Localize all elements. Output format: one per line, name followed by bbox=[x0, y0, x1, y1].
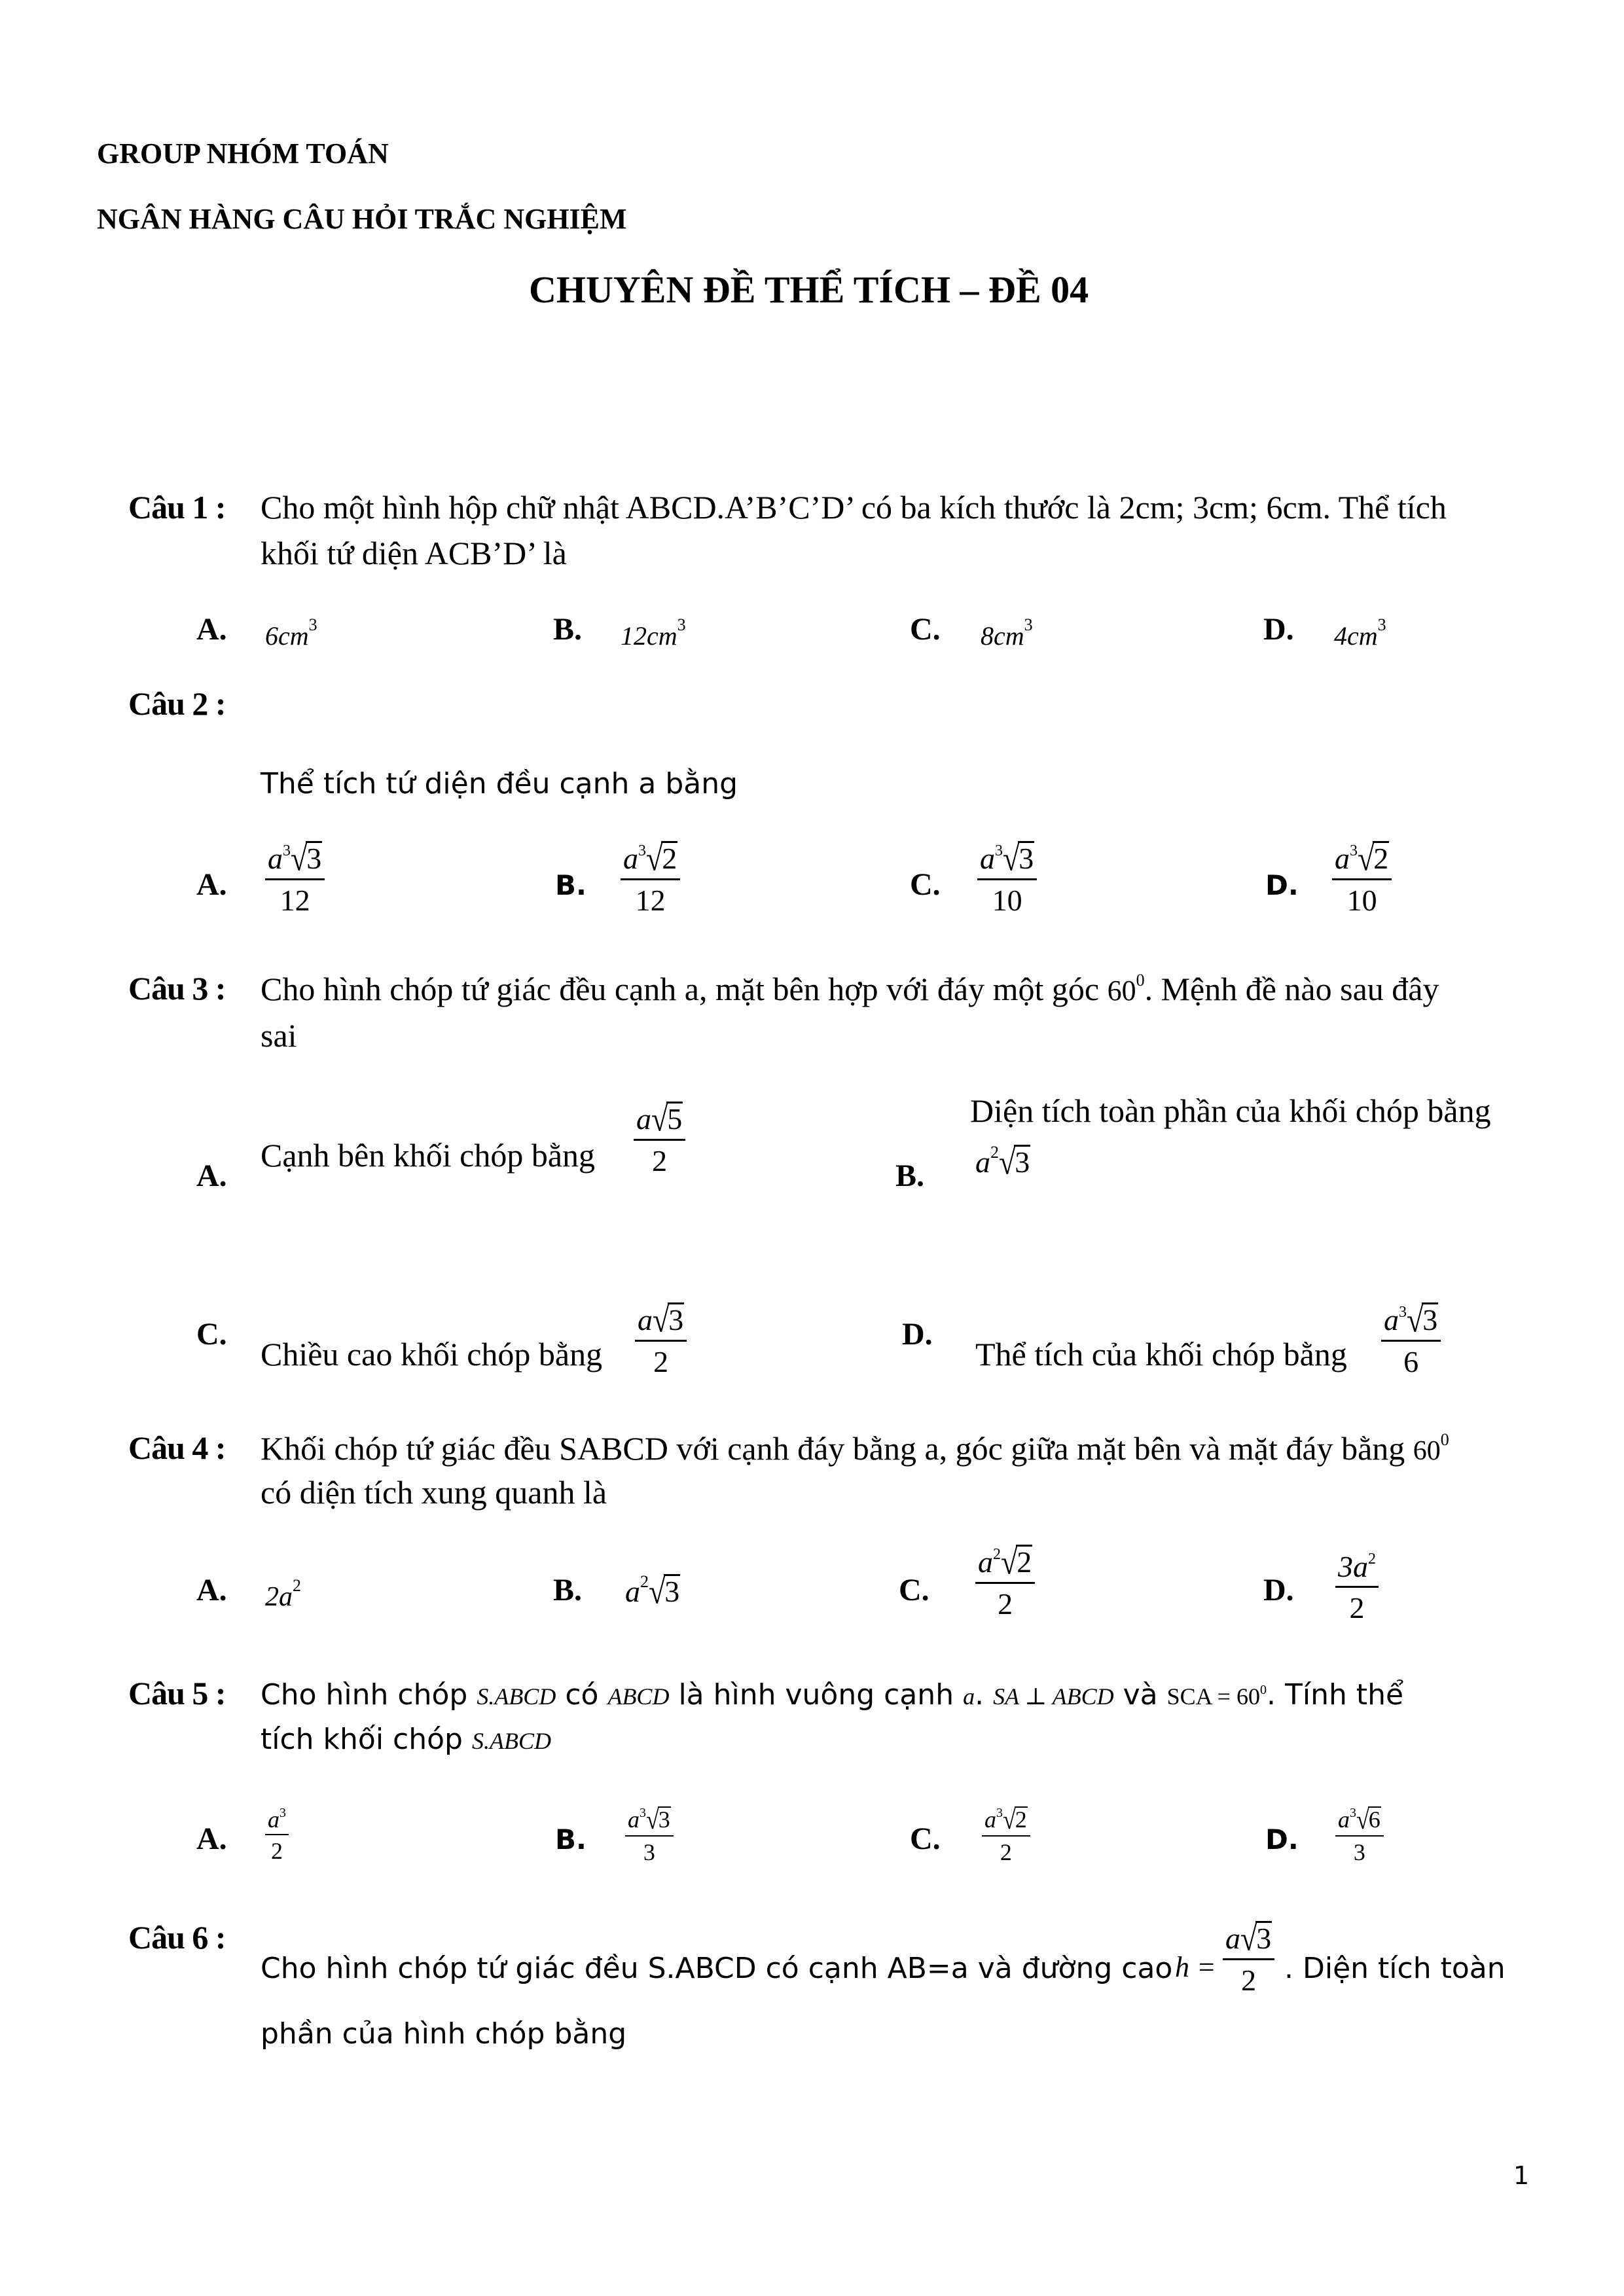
option-value: $2a^2$ bbox=[265, 1576, 301, 1612]
question-label: Câu 3 : bbox=[128, 970, 226, 1007]
option-key: C. bbox=[910, 612, 941, 647]
question-text-line: sai bbox=[261, 1017, 297, 1054]
option-key: C. bbox=[899, 1573, 929, 1607]
sqrt-icon: √2 bbox=[646, 839, 677, 878]
fraction-bar bbox=[1381, 1340, 1441, 1342]
fraction-bar bbox=[982, 1835, 1030, 1837]
option-base: 4cm bbox=[1334, 621, 1378, 651]
option-value: $a^2√3$ bbox=[975, 1143, 1030, 1181]
fraction-numerator: a√3 bbox=[1225, 1919, 1272, 1958]
option-key: B. bbox=[555, 1823, 586, 1856]
fraction-numerator: $a^3√2$ bbox=[984, 1804, 1027, 1835]
option-fraction bbox=[975, 1545, 1035, 1619]
fraction-bar bbox=[625, 1835, 674, 1837]
question-text-line: Cho hình chóp S.ABCD có ABCD là hình vuông cạnh a. SA ⊥ ABCD và SCA = $60^0$. Tính thể bbox=[261, 1678, 1404, 1712]
option-exponent: 3 bbox=[1024, 615, 1033, 634]
question-label: Câu 4 : bbox=[128, 1429, 226, 1466]
fraction-denominator: 3 bbox=[1353, 1839, 1365, 1865]
angle-value: $60^0$ bbox=[1413, 1430, 1449, 1466]
option-fraction bbox=[265, 841, 325, 916]
option-key: B. bbox=[553, 612, 583, 647]
question-text-line: Cho một hình hộp chữ nhật ABCD.A’B’C’D’ có ba kích thước là 2cm; 3cm; 6cm. Thể tích bbox=[261, 489, 1447, 526]
fraction-numerator: a√3 bbox=[638, 1300, 684, 1339]
math-inline: S.ABCD bbox=[477, 1683, 556, 1710]
math-inline: SA ⊥ ABCD bbox=[993, 1683, 1114, 1710]
option-fraction bbox=[977, 841, 1037, 916]
question-text-line: tích khối chóp S.ABCD bbox=[261, 1723, 551, 1756]
option-text: Thể tích của khối chóp bằng bbox=[975, 1336, 1347, 1372]
fraction-numerator: $a^3√2$ bbox=[1335, 839, 1389, 878]
sqrt-icon: √3 bbox=[1407, 1300, 1438, 1339]
fraction-numerator: $a^3√2$ bbox=[623, 839, 677, 878]
fraction-denominator: 10 bbox=[992, 884, 1022, 918]
sqrt-icon: √3 bbox=[653, 1300, 684, 1339]
fraction-bar bbox=[1335, 1586, 1379, 1588]
question-label: Câu 1 : bbox=[128, 489, 226, 526]
option-exponent: 3 bbox=[1377, 615, 1386, 634]
fraction-denominator: 2 bbox=[653, 1345, 669, 1379]
option-key: B. bbox=[555, 869, 586, 901]
option-text: Chiều cao khối chóp bằng bbox=[261, 1336, 603, 1372]
question-text-line: Cho hình chóp tứ giác đều S.ABCD có cạnh AB=a và đường cao bbox=[261, 1952, 1173, 1985]
fraction-numerator: $a^3√6$ bbox=[1338, 1804, 1380, 1835]
option-fraction bbox=[1335, 1551, 1379, 1623]
fraction-bar bbox=[1223, 1958, 1274, 1960]
option-key: A. bbox=[196, 612, 227, 647]
sqrt-icon: √2 bbox=[1358, 839, 1389, 878]
fraction-bar bbox=[977, 878, 1037, 880]
page-number: 1 bbox=[1513, 2161, 1530, 2190]
fraction-denominator: 2 bbox=[652, 1144, 668, 1178]
fraction-bar bbox=[975, 1582, 1035, 1584]
sqrt-icon: √3 bbox=[999, 1143, 1030, 1181]
question-text-line: . Diện tích toàn bbox=[1284, 1952, 1506, 1985]
option-key: D. bbox=[1263, 1573, 1294, 1607]
sqrt-icon: √3 bbox=[649, 1572, 680, 1611]
option-base: 12cm bbox=[621, 621, 677, 651]
fraction-bar bbox=[634, 1139, 685, 1141]
option-key: C. bbox=[910, 867, 941, 902]
question-text-line: Khối chóp tứ giác đều SABCD với cạnh đáy bằng a, góc giữa mặt bên và mặt đáy bằng $60^0$ bbox=[261, 1430, 1449, 1467]
question-text-line: Thể tích tứ diện đều cạnh a bằng bbox=[261, 767, 738, 800]
fraction-denominator: 2 bbox=[271, 1838, 283, 1864]
fraction-numerator: $a^2√2$ bbox=[978, 1543, 1032, 1581]
option-key: A. bbox=[196, 1821, 227, 1856]
option-fraction bbox=[982, 1806, 1030, 1864]
option-base: 6cm bbox=[265, 621, 309, 651]
option-exponent: 3 bbox=[308, 615, 317, 634]
fraction-denominator: 12 bbox=[280, 884, 310, 918]
question-text-line: khối tứ diện ACB’D’ là bbox=[261, 535, 567, 571]
option-value bbox=[981, 617, 1033, 649]
option-exponent: 3 bbox=[677, 615, 686, 634]
option-key: D. bbox=[1265, 869, 1299, 901]
question-text-line: phần của hình chóp bằng bbox=[261, 2017, 627, 2051]
fraction-bar bbox=[265, 878, 325, 880]
option-key: B. bbox=[895, 1158, 925, 1193]
option-fraction bbox=[1335, 1806, 1384, 1864]
angle-value: $60^0$ bbox=[1107, 971, 1145, 1007]
group-heading: GROUP NHÓM TOÁN bbox=[97, 137, 389, 170]
fraction-denominator: 2 bbox=[998, 1587, 1013, 1621]
sqrt-icon: √3 bbox=[291, 839, 322, 878]
fraction-bar bbox=[621, 878, 680, 880]
option-value bbox=[265, 617, 317, 649]
fraction-bar bbox=[1332, 878, 1392, 880]
sqrt-icon: √5 bbox=[651, 1100, 683, 1138]
option-key: A. bbox=[196, 1158, 227, 1193]
sqrt-icon: √3 bbox=[646, 1804, 670, 1835]
option-value: $a^2√3$ bbox=[625, 1572, 680, 1611]
sqrt-icon: √2 bbox=[1003, 1804, 1027, 1835]
option-key: A. bbox=[196, 867, 227, 902]
fraction-numerator: a√5 bbox=[636, 1100, 683, 1138]
math-inline: ABCD bbox=[607, 1683, 670, 1710]
option-key: D. bbox=[1263, 612, 1294, 647]
option-key: D. bbox=[1265, 1823, 1299, 1856]
math-inline: SCA = $60^0$ bbox=[1166, 1683, 1267, 1710]
height-fraction bbox=[1223, 1921, 1274, 1996]
option-text: Diện tích toàn phần của khối chóp bằng bbox=[970, 1092, 1491, 1129]
option-key: C. bbox=[196, 1317, 227, 1352]
sqrt-icon: √2 bbox=[1001, 1543, 1032, 1581]
fraction-denominator: 6 bbox=[1403, 1345, 1419, 1379]
option-fraction bbox=[621, 841, 680, 916]
fraction-numerator: $a^3√3$ bbox=[1384, 1300, 1438, 1339]
option-fraction bbox=[634, 1102, 685, 1176]
sqrt-icon: √6 bbox=[1356, 1804, 1380, 1835]
fraction-bar bbox=[265, 1834, 289, 1835]
fraction-denominator: 2 bbox=[1000, 1839, 1012, 1865]
option-key: A. bbox=[196, 1573, 227, 1607]
option-fraction bbox=[1332, 841, 1392, 916]
fraction-bar bbox=[635, 1340, 687, 1342]
fraction-denominator: 10 bbox=[1346, 884, 1377, 918]
document-title: CHUYÊN ĐỀ THỂ TÍCH – ĐỀ 04 bbox=[529, 268, 1089, 311]
option-fraction bbox=[625, 1806, 674, 1864]
fraction-denominator: 2 bbox=[1241, 1964, 1257, 1998]
option-key: B. bbox=[553, 1573, 583, 1607]
fraction-denominator: 2 bbox=[1349, 1591, 1365, 1624]
math-inline: S.ABCD bbox=[471, 1728, 551, 1754]
question-label: Câu 5 : bbox=[128, 1675, 226, 1712]
question-text-line: có diện tích xung quanh là bbox=[261, 1474, 607, 1511]
fraction-numerator: $a^3$ bbox=[268, 1806, 286, 1833]
fraction-denominator: 3 bbox=[643, 1839, 655, 1865]
question-text-line: Cho hình chóp tứ giác đều cạnh a, mặt bên hợp với đáy một góc $60^0$. Mệnh đề nào sau đây bbox=[261, 971, 1439, 1007]
option-fraction bbox=[1381, 1302, 1441, 1377]
option-base: 8cm bbox=[981, 621, 1024, 651]
option-key: C. bbox=[910, 1821, 941, 1856]
question-label: Câu 2 : bbox=[128, 685, 226, 722]
option-fraction bbox=[265, 1806, 289, 1863]
question-bank-heading: NGÂN HÀNG CÂU HỎI TRẮC NGHIỆM bbox=[97, 203, 627, 235]
option-fraction bbox=[635, 1302, 687, 1377]
sqrt-icon: √3 bbox=[1240, 1919, 1272, 1958]
option-text: Cạnh bên khối chóp bằng bbox=[261, 1137, 596, 1174]
option-value bbox=[621, 617, 686, 649]
option-value bbox=[1334, 617, 1386, 649]
fraction-bar bbox=[1335, 1835, 1384, 1837]
sqrt-icon: √3 bbox=[1003, 839, 1034, 878]
math-inline: h = bbox=[1175, 1951, 1216, 1983]
question-label: Câu 6 : bbox=[128, 1919, 226, 1956]
math-inline: a bbox=[963, 1683, 975, 1710]
option-key: D. bbox=[902, 1317, 933, 1352]
fraction-numerator: $3a^2$ bbox=[1338, 1550, 1376, 1583]
fraction-numerator: $a^3√3$ bbox=[980, 839, 1034, 878]
fraction-numerator: $a^3√3$ bbox=[628, 1804, 670, 1835]
fraction-denominator: 12 bbox=[635, 884, 666, 918]
fraction-numerator: $a^3√3$ bbox=[268, 839, 322, 878]
